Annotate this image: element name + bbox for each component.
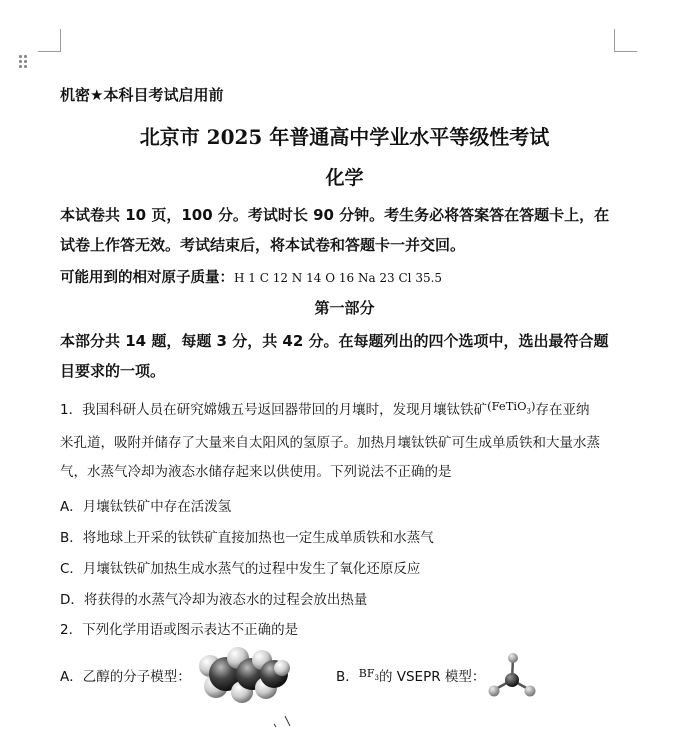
question-1-option-b: B．将地球上开采的钛铁矿直接加热也一定生成单质铁和水蒸气 [60,530,434,546]
page-corner-mark-top-left [38,29,61,52]
exam-instructions: 本试卷共 10 页，100 分。考试时长 90 分钟。考生务必将答案答在答题卡上，在试卷上作答无效。考试结束后，将本试卷和答题卡一并交回。 [60,206,610,254]
atomic-mass-values: H 1 C 12 N 14 O 16 Na 23 Cl 35.5 [234,271,443,285]
atomic-mass-label: 可能用到的相对原子质量： [60,270,234,286]
fetio3-formula: (FeTiO$_3$) [487,399,536,416]
question-1-option-d: D．将获得的水蒸气冷却为液态水的过程会放出热量 [60,592,368,608]
page-corner-mark-top-right [614,29,637,52]
question-2-stem: 2．下列化学用语或图示表达不正确的是 [60,622,299,638]
confidential-notice: 机密★本科目考试启用前 [60,86,224,104]
question-1-stem-line-3: 气，水蒸气冷却为液态水储存起来以供使用。下列说法不正确的是 [60,464,452,480]
drag-handle-icon[interactable] [19,55,27,69]
ethanol-model-image [196,644,292,706]
atomic-mass-line [60,266,442,287]
part-description: 本部分共 14 题，每题 3 分，共 42 分。在每题列出的四个选项中，选出最符合题目要求的一项。 [60,332,609,380]
question-1-option-c: C．月壤钛铁矿加热生成水蒸气的过程中发生了氧化还原反应 [60,561,421,577]
cut-off-figure-fragment [268,714,298,729]
question-1-stem-line-2: 米孔道，吸附并储存了大量来自太阳风的氢原子。加热月壤钛铁矿可生成单质铁和大量水蒸 [60,435,600,451]
question-1-stem-line-1: 1．我国科研人员在研究嫦娥五号返回器带回的月壤时，发现月壤钛铁矿(FeTiO$_3$)存在亚纳 [60,399,590,418]
question-1-option-a: A．月壤钛铁矿中存在活泼氢 [60,499,232,515]
subject-title: 化学 [325,167,364,189]
question-2-option-a: A．乙醇的分子模型： [60,669,191,685]
bf3-vsepr-model-image [485,650,541,702]
part-title: 第一部分 [314,299,375,317]
exam-title: 北京市 2025 年普通高中学业水平等级性考试 [139,125,550,149]
bf3-formula: BF3 [358,667,379,683]
question-2-option-b: B．$^{BF_3}$的 VSEPR 模型： [336,667,486,685]
